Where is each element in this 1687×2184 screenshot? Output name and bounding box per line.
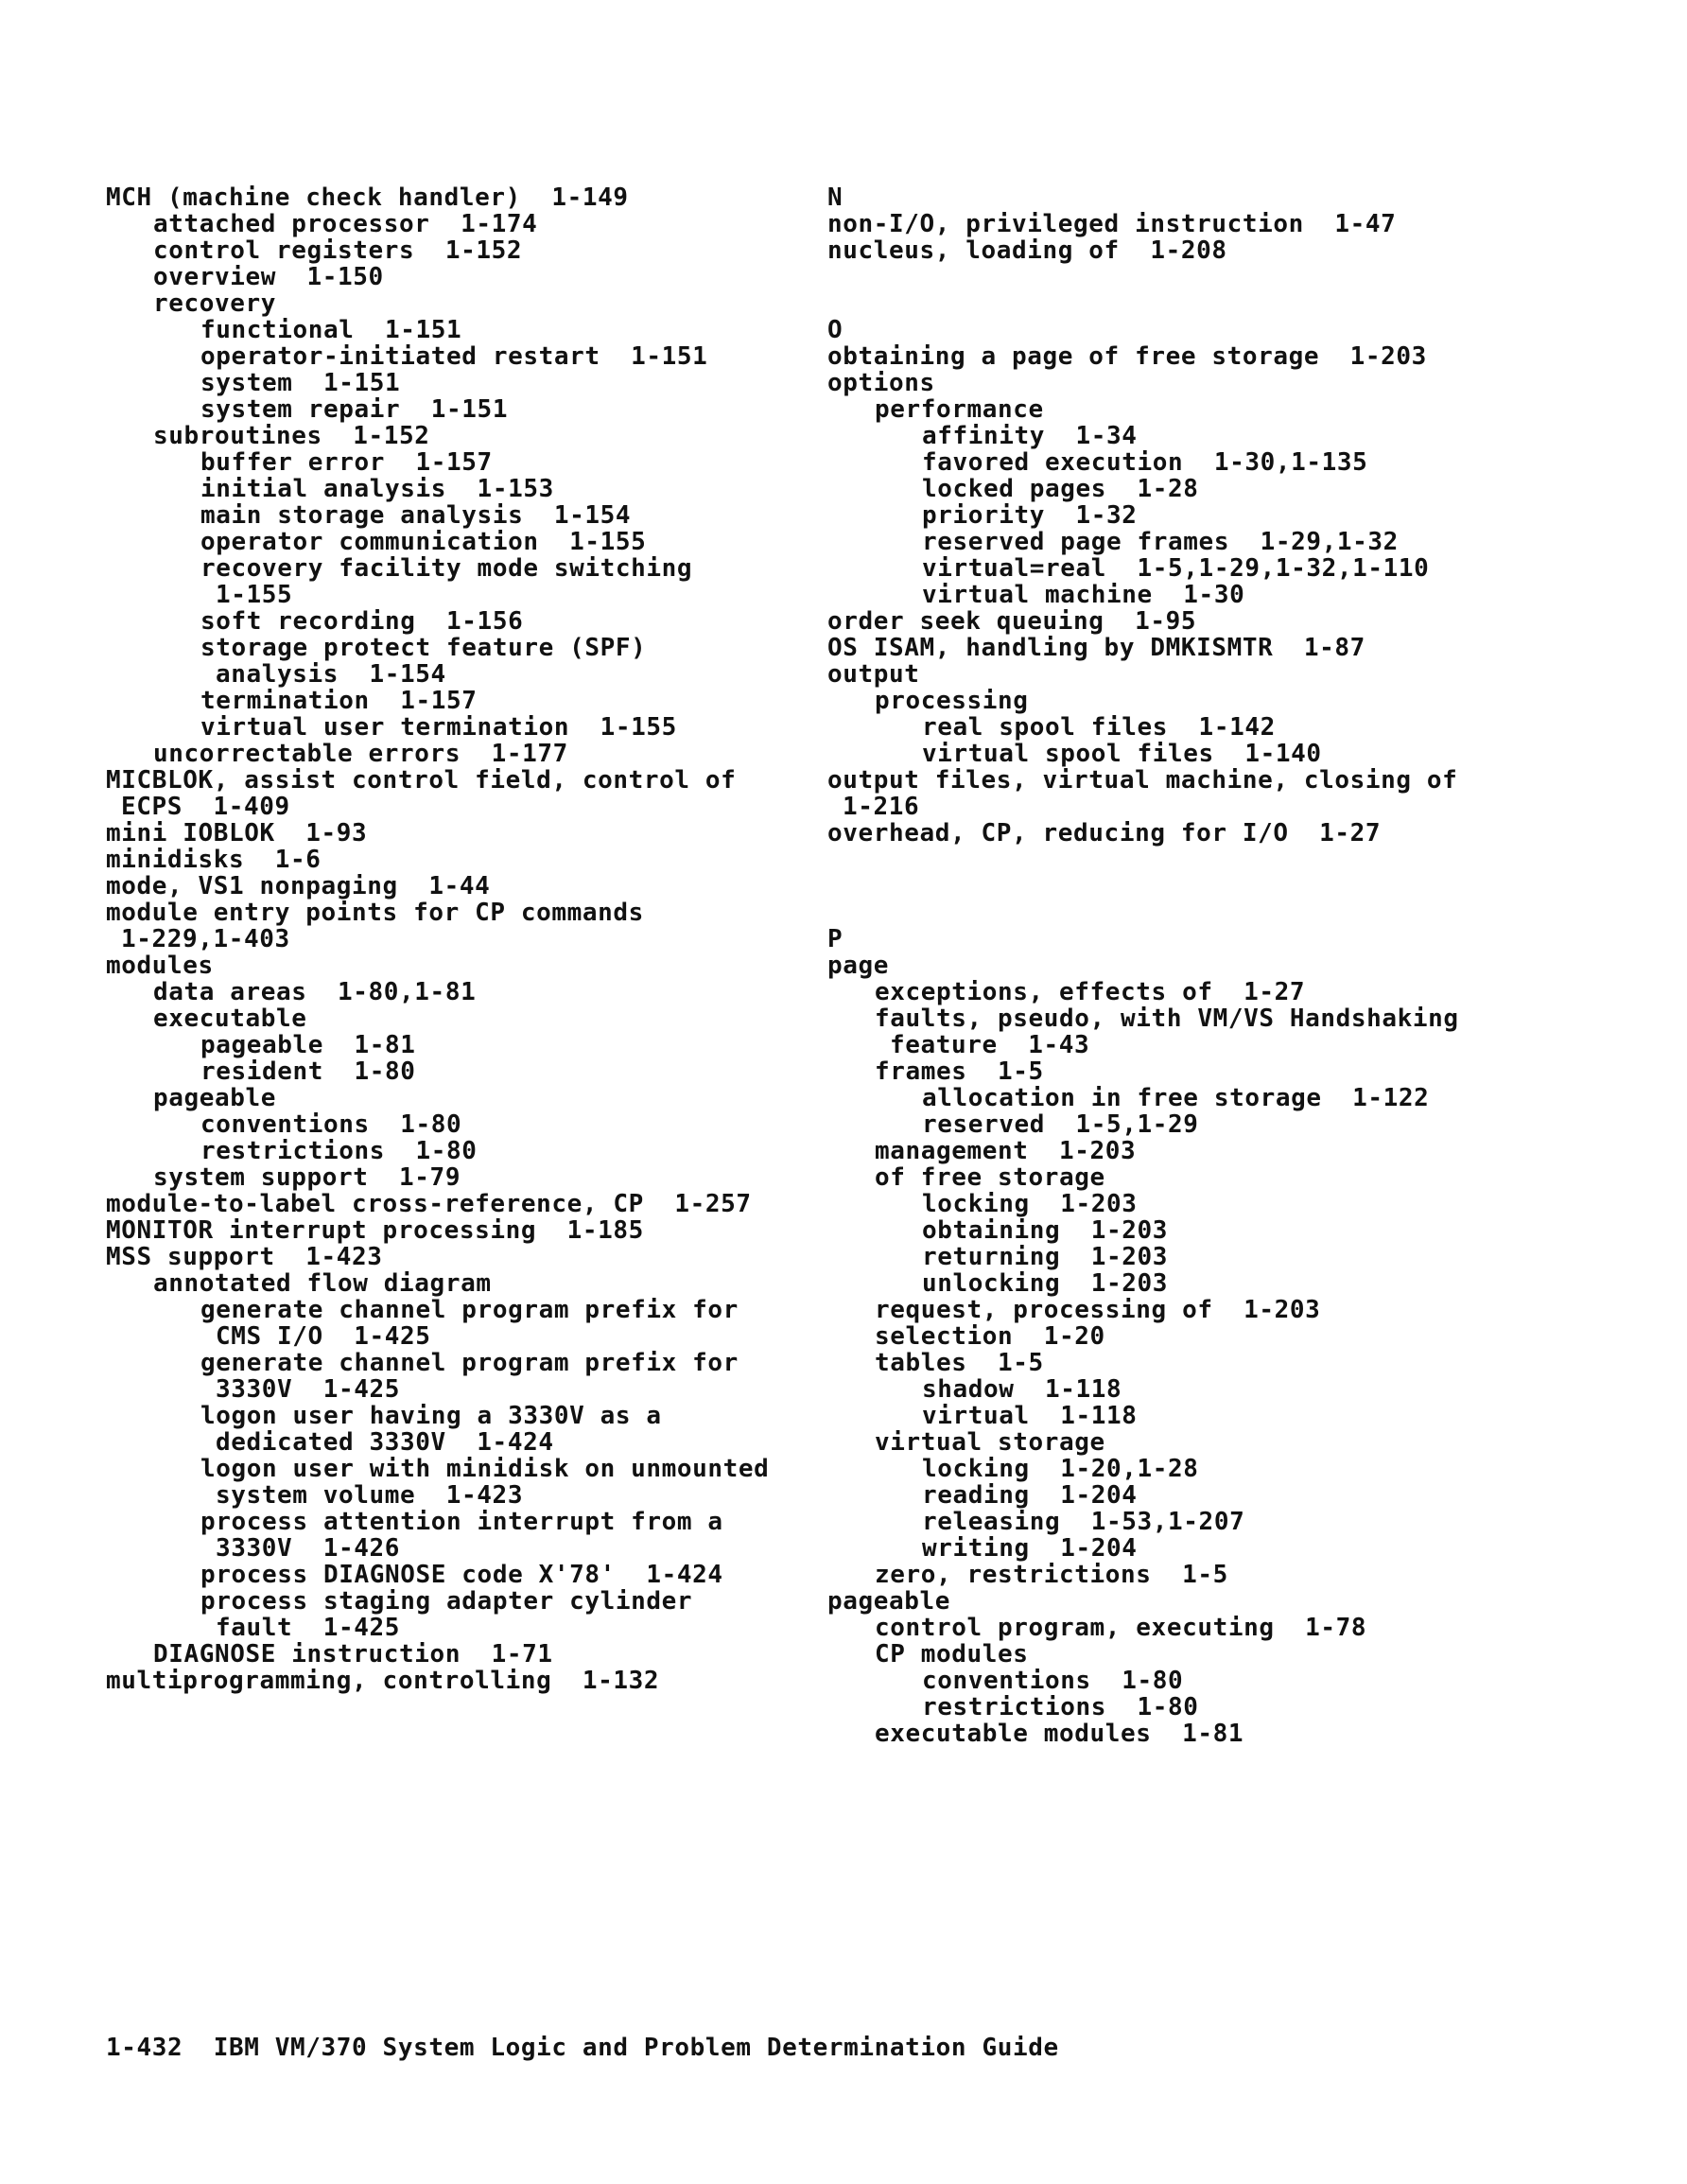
index-entry: operator communication 1-155 bbox=[200, 528, 647, 556]
index-entry: mini IOBLOK 1-93 bbox=[106, 819, 368, 847]
index-entry: multiprogramming, controlling 1-132 bbox=[106, 1667, 660, 1695]
index-entry-continuation: dedicated 3330V 1-424 bbox=[216, 1428, 554, 1457]
index-entry: locking 1-20,1-28 bbox=[922, 1455, 1199, 1483]
index-entry: CP modules bbox=[875, 1640, 1029, 1669]
index-entry: conventions 1-80 bbox=[200, 1110, 462, 1139]
index-entry: releasing 1-53,1-207 bbox=[922, 1508, 1245, 1536]
index-entry: main storage analysis 1-154 bbox=[200, 501, 632, 530]
index-entry: output bbox=[827, 660, 920, 689]
index-entry: uncorrectable errors 1-177 bbox=[153, 740, 568, 768]
page-footer: 1-432 IBM VM/370 System Logic and Problem Determination Guide bbox=[106, 2034, 1059, 2062]
index-entry: MCH (machine check handler) 1-149 bbox=[106, 183, 629, 212]
index-entry: recovery bbox=[153, 289, 277, 318]
index-entry: generate channel program prefix for bbox=[200, 1296, 739, 1324]
index-entry: returning 1-203 bbox=[922, 1243, 1169, 1271]
index-entry: MICBLOK, assist control field, control of bbox=[106, 766, 737, 795]
index-entry: overhead, CP, reducing for I/O 1-27 bbox=[827, 819, 1382, 847]
index-entry-continuation: 1-216 bbox=[843, 793, 920, 821]
index-entry: zero, restrictions 1-5 bbox=[875, 1561, 1228, 1589]
index-entry: buffer error 1-157 bbox=[200, 448, 493, 477]
index-entry: OS ISAM, handling by DMKISMTR 1-87 bbox=[827, 634, 1365, 662]
index-entry: management 1-203 bbox=[875, 1137, 1137, 1165]
index-entry-continuation: 3330V 1-426 bbox=[216, 1534, 401, 1563]
index-entry: obtaining 1-203 bbox=[922, 1216, 1169, 1245]
index-entry: virtual spool files 1-140 bbox=[922, 740, 1322, 768]
index-entry: operator-initiated restart 1-151 bbox=[200, 342, 708, 371]
index-entry: locked pages 1-28 bbox=[922, 475, 1199, 503]
index-entry: restrictions 1-80 bbox=[922, 1693, 1199, 1721]
index-entry-continuation: feature 1-43 bbox=[890, 1031, 1090, 1059]
index-entry: pageable 1-81 bbox=[200, 1031, 416, 1059]
index-entry: executable modules 1-81 bbox=[875, 1720, 1244, 1748]
index-entry: mode, VS1 nonpaging 1-44 bbox=[106, 872, 491, 900]
index-entry: writing 1-204 bbox=[922, 1534, 1138, 1563]
index-entry: allocation in free storage 1-122 bbox=[922, 1084, 1430, 1112]
index-entry: faults, pseudo, with VM/VS Handshaking bbox=[875, 1005, 1459, 1033]
index-entry: priority 1-32 bbox=[922, 501, 1138, 530]
index-entry: attached processor 1-174 bbox=[153, 210, 538, 238]
index-entry: reserved 1-5,1-29 bbox=[922, 1110, 1199, 1139]
index-entry: frames 1-5 bbox=[875, 1057, 1044, 1086]
index-entry: virtual storage bbox=[875, 1428, 1105, 1457]
index-entry: MONITOR interrupt processing 1-185 bbox=[106, 1216, 644, 1245]
index-entry: module entry points for CP commands bbox=[106, 899, 644, 927]
index-entry: storage protect feature (SPF) bbox=[200, 634, 647, 662]
index-entry: shadow 1-118 bbox=[922, 1375, 1122, 1404]
index-entry: tables 1-5 bbox=[875, 1349, 1044, 1377]
index-entry: of free storage bbox=[875, 1163, 1105, 1192]
index-entry: request, processing of 1-203 bbox=[875, 1296, 1321, 1324]
index-entry: virtual machine 1-30 bbox=[922, 581, 1245, 609]
index-entry: minidisks 1-6 bbox=[106, 846, 322, 874]
index-entry: system 1-151 bbox=[200, 369, 401, 397]
index-entry: overview 1-150 bbox=[153, 263, 384, 291]
index-entry-continuation: 3330V 1-425 bbox=[216, 1375, 401, 1404]
index-entry: locking 1-203 bbox=[922, 1190, 1138, 1218]
index-entry-continuation: 1-229,1-403 bbox=[121, 925, 290, 953]
index-entry: virtual user termination 1-155 bbox=[200, 713, 677, 742]
index-entry: processing bbox=[875, 687, 1029, 715]
index-entry: system support 1-79 bbox=[153, 1163, 461, 1192]
index-entry: output files, virtual machine, closing of bbox=[827, 766, 1458, 795]
index-entry: generate channel program prefix for bbox=[200, 1349, 739, 1377]
index-entry: unlocking 1-203 bbox=[922, 1269, 1169, 1298]
index-entry-continuation: analysis 1-154 bbox=[216, 660, 446, 689]
index-entry: control program, executing 1-78 bbox=[875, 1614, 1367, 1642]
index-entry: N bbox=[827, 183, 844, 212]
index-column-right bbox=[827, 184, 1678, 1747]
index-entry: DIAGNOSE instruction 1-71 bbox=[153, 1640, 553, 1669]
index-entry: process DIAGNOSE code X'78' 1-424 bbox=[200, 1561, 723, 1589]
index-entry: soft recording 1-156 bbox=[200, 607, 524, 636]
index-entry: recovery facility mode switching bbox=[200, 554, 693, 583]
index-entry: control registers 1-152 bbox=[153, 236, 523, 265]
index-entry: executable bbox=[153, 1005, 307, 1033]
index-entry: pageable bbox=[153, 1084, 277, 1112]
index-entry: MSS support 1-423 bbox=[106, 1243, 383, 1271]
index-entry: restrictions 1-80 bbox=[200, 1137, 478, 1165]
index-entry: obtaining a page of free storage 1-203 bbox=[827, 342, 1427, 371]
index-entry-continuation: system volume 1-423 bbox=[216, 1481, 524, 1510]
index-entry: P bbox=[827, 925, 844, 953]
index-entry-continuation: 1-155 bbox=[216, 581, 293, 609]
index-entry: logon user with minidisk on unmounted bbox=[200, 1455, 770, 1483]
index-entry: virtual=real 1-5,1-29,1-32,1-110 bbox=[922, 554, 1430, 583]
index-entry-continuation: ECPS 1-409 bbox=[121, 793, 290, 821]
index-entry: data areas 1-80,1-81 bbox=[153, 978, 477, 1006]
index-entry: module-to-label cross-reference, CP 1-257 bbox=[106, 1190, 752, 1218]
blank-line bbox=[827, 873, 1678, 900]
index-entry: termination 1-157 bbox=[200, 687, 478, 715]
index-entry: exceptions, effects of 1-27 bbox=[875, 978, 1306, 1006]
index-entry: virtual 1-118 bbox=[922, 1402, 1138, 1430]
index-entry: reserved page frames 1-29,1-32 bbox=[922, 528, 1399, 556]
index-entry: O bbox=[827, 316, 844, 344]
index-entry-continuation: CMS I/O 1-425 bbox=[216, 1322, 431, 1351]
index-entry: nucleus, loading of 1-208 bbox=[827, 236, 1227, 265]
index-entry: selection 1-20 bbox=[875, 1322, 1105, 1351]
index-entry: process staging adapter cylinder bbox=[200, 1587, 693, 1616]
blank-line bbox=[827, 847, 1678, 873]
index-column-left bbox=[106, 184, 787, 1694]
index-entry: options bbox=[827, 369, 935, 397]
index-entry: reading 1-204 bbox=[922, 1481, 1138, 1510]
index-entry: annotated flow diagram bbox=[153, 1269, 492, 1298]
index-entry: affinity 1-34 bbox=[922, 422, 1138, 450]
index-entry: logon user having a 3330V as a bbox=[200, 1402, 662, 1430]
index-entry: subroutines 1-152 bbox=[153, 422, 430, 450]
blank-line bbox=[827, 264, 1678, 290]
blank-line bbox=[827, 290, 1678, 317]
index-entry: non-I/O, privileged instruction 1-47 bbox=[827, 210, 1397, 238]
index-entry-continuation: fault 1-425 bbox=[216, 1614, 401, 1642]
index-entry: modules bbox=[106, 952, 214, 980]
index-entry: conventions 1-80 bbox=[922, 1667, 1184, 1695]
index-entry: pageable bbox=[827, 1587, 951, 1616]
index-entry: real spool files 1-142 bbox=[922, 713, 1276, 742]
index-entry: performance bbox=[875, 395, 1044, 424]
index-entry: functional 1-151 bbox=[200, 316, 462, 344]
index-entry: order seek queuing 1-95 bbox=[827, 607, 1197, 636]
index-entry: page bbox=[827, 952, 890, 980]
index-entry: process attention interrupt from a bbox=[200, 1508, 723, 1536]
blank-line bbox=[827, 900, 1678, 926]
index-entry: initial analysis 1-153 bbox=[200, 475, 554, 503]
index-entry: favored execution 1-30,1-135 bbox=[922, 448, 1368, 477]
index-entry: resident 1-80 bbox=[200, 1057, 416, 1086]
index-entry: system repair 1-151 bbox=[200, 395, 509, 424]
